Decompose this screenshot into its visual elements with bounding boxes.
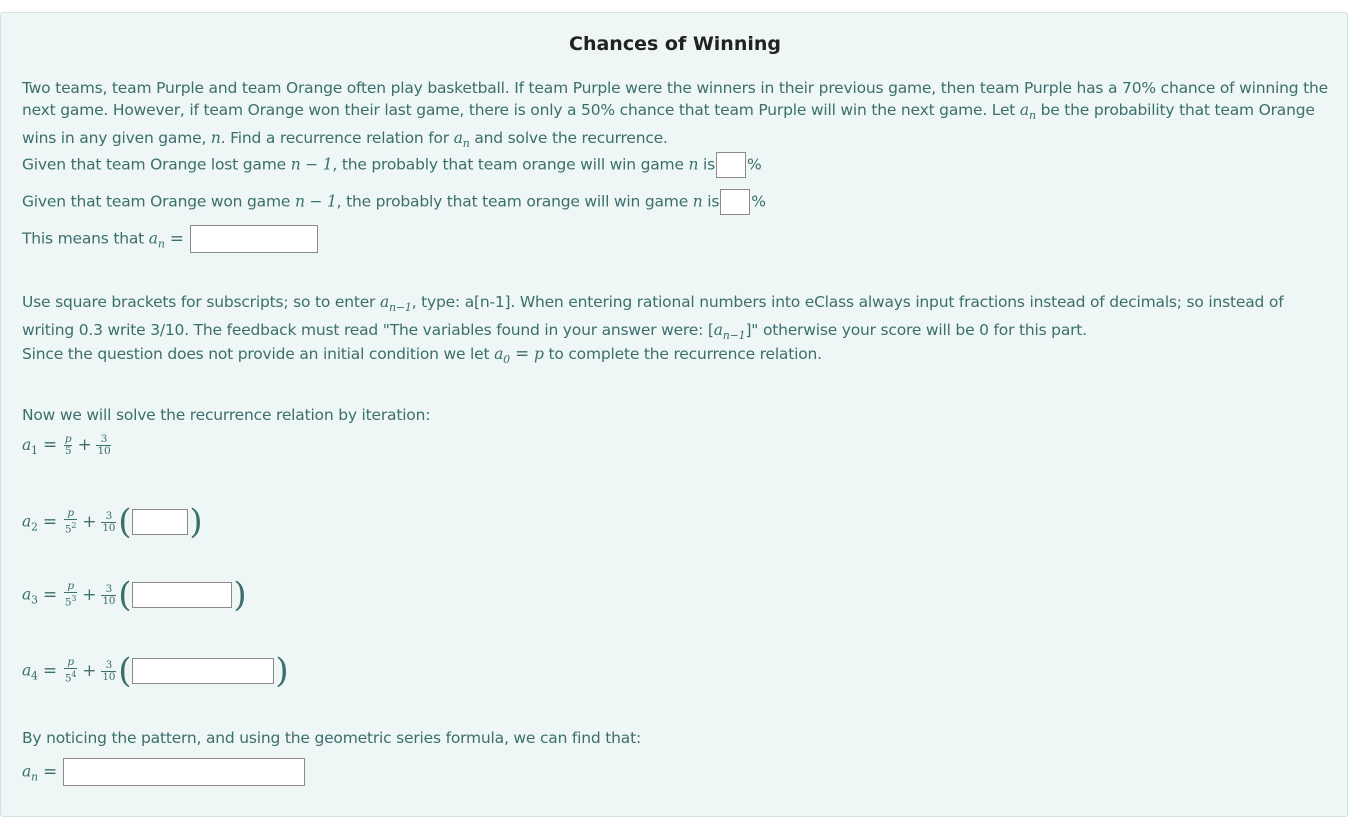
fraction-3-over-10: $\frac{3}{10}$: [97, 433, 111, 457]
lost-prev-percent-input[interactable]: [716, 152, 746, 178]
iteration-a1: $a_1$ = $\frac{p}{5}$ + $\frac{3}{10}$: [22, 433, 111, 458]
fraction-3-over-10: $\frac{3}{10}$: [102, 582, 116, 607]
fraction-3-over-10: $\frac{3}{10}$: [102, 509, 116, 534]
question-title: Chances of Winning: [569, 33, 781, 55]
fraction-p-over-5: $\frac{p}{5}$: [64, 433, 72, 457]
a3-bracket-input[interactable]: [132, 582, 232, 608]
initial-condition: Since the question does not provide an initial condition we let $a_0 = p$ to complete the recurrence relation.: [22, 344, 822, 367]
question-panel: [0, 12, 1348, 817]
iteration-a3: $a_3$ = $\frac{p}{5^3}$ + $\frac{3}{10}$ ( ): [22, 575, 247, 615]
won-prev-percent-input[interactable]: [720, 189, 750, 215]
a2-bracket-input[interactable]: [132, 509, 188, 535]
recurrence-row: This means that $a_n$ =: [22, 225, 319, 256]
a4-bracket-input[interactable]: [132, 658, 274, 684]
fraction-p-over-5-squared: $\frac{p}{5^2}$: [64, 507, 77, 536]
closed-form-input[interactable]: [63, 758, 305, 786]
fraction-3-over-10: $\frac{3}{10}$: [102, 658, 116, 683]
instructions: Use square brackets for subscripts; so to enter $a_{n-1}$, type: a[n-1]. When entering rational numbers into eClass always input fractions instead of decimals; so instead of writing 0.3 write 3/10. The feedback must read "The variables found in your answer were: $[a_{n-1}]$" otherwise your score will be 0 for this part.: [22, 293, 1284, 343]
fraction-p-over-5-fourth: $\frac{p}{5^4}$: [64, 656, 77, 685]
iteration-intro: Now we will solve the recurrence relation by iteration:: [22, 406, 431, 424]
question-lost-prev: Given that team Orange lost game n − 1, the probably that team orange will win game n is %: [22, 152, 762, 178]
conclusion-text: By noticing the pattern, and using the geometric series formula, we can find that:: [22, 729, 641, 747]
iteration-a4: $a_4$ = $\frac{p}{5^4}$ + $\frac{3}{10}$ ( ): [22, 651, 289, 691]
problem-statement: Two teams, team Purple and team Orange often play basketball. If team Purple were the winners in their previous game, then team Purple has a 70% chance of winning the next game. However, if team Orange won their last game, there is only a 50% chance that team Purple will win the next game. Let $a_n$ be the probability that team Orange wins in any given game, n. Find a recurrence relation for $a_n$ and solve the recurrence.: [22, 79, 1328, 151]
recurrence-input[interactable]: [190, 225, 318, 253]
fraction-p-over-5-cubed: $\frac{p}{5^3}$: [64, 580, 77, 609]
iteration-a2: $a_2$ = $\frac{p}{5^2}$ + $\frac{3}{10}$ ( ): [22, 502, 203, 542]
closed-form-row: $a_n$ =: [22, 758, 306, 789]
question-won-prev: Given that team Orange won game n − 1, the probably that team orange will win game n is %: [22, 189, 766, 215]
